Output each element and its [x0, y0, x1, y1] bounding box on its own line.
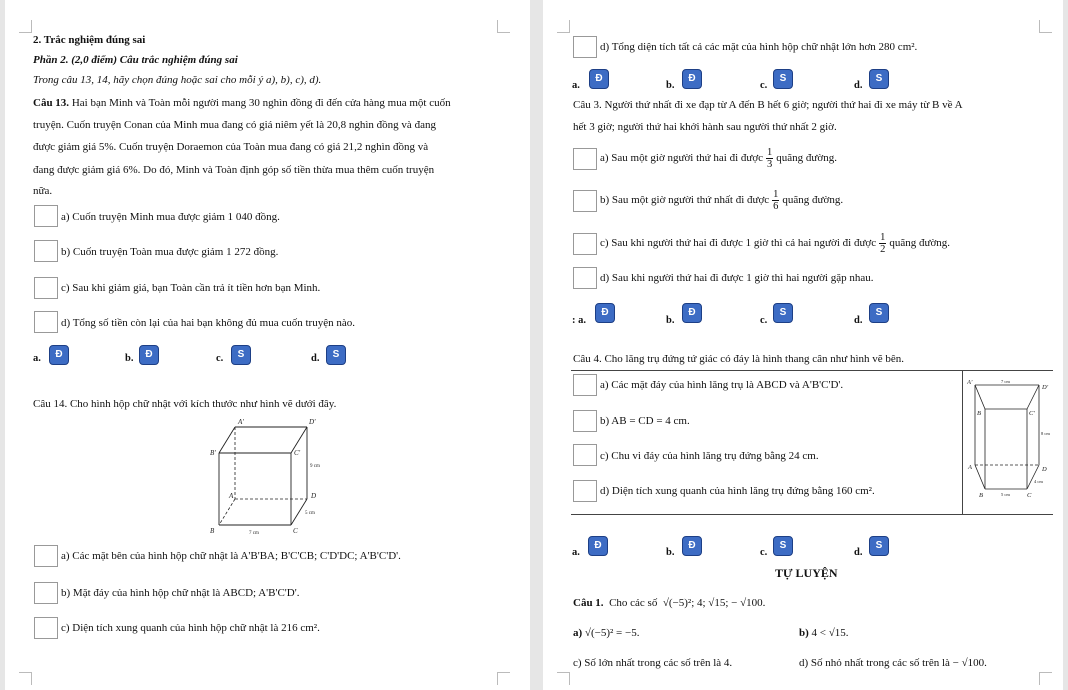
answer-true-badge[interactable]: Đ [682, 303, 702, 323]
edge [975, 385, 985, 409]
answer-checkbox[interactable] [34, 240, 58, 262]
dimension-label: 9 cm [310, 464, 320, 469]
answer-true-badge[interactable]: Đ [682, 69, 702, 89]
q4-title: Câu 4. Cho lăng trụ đứng tứ giác có đáy là hình thang cân như hình vẽ bên. [573, 353, 905, 365]
instruction: Trong câu 13, 14, hãy chọn đúng hoặc sai cho mỗi ý a), b), c), d). [33, 74, 322, 86]
answer-true-badge[interactable]: Đ [49, 345, 69, 365]
q13-line: truyện. Cuốn truyện Conan của Minh mua đang có giá niêm yết là 20,8 nghìn đồng và đang [33, 119, 436, 131]
vertex-label: C [293, 527, 298, 535]
vertex-label: A' [967, 379, 973, 386]
answer-false-badge[interactable]: S [773, 303, 793, 323]
q4-option-b: b) AB = CD = 4 cm. [600, 415, 690, 427]
crop-mark [19, 672, 32, 685]
vertex-label: A [229, 492, 234, 500]
vertex-label: B [977, 410, 981, 417]
vertex-label: D' [309, 418, 316, 426]
q3-option-a: a) Sau một giờ người thứ hai đi được $\frac{1}{3}$ quãng đường. [600, 146, 837, 170]
answer-label: b. [666, 547, 675, 558]
answer-checkbox[interactable] [573, 444, 597, 466]
q3-option-d: d) Sau khi người thứ hai đi được 1 giờ thì hai người gặp nhau. [600, 272, 874, 284]
fraction: $\frac{1}{2}$ [880, 231, 886, 255]
q13-option-c: c) Sau khi giảm giá, bạn Toàn cần trả ít tiền hơn bạn Minh. [61, 282, 321, 294]
vertex-label: A' [238, 418, 244, 426]
table-divider [962, 370, 963, 514]
answer-false-badge[interactable]: S [773, 536, 793, 556]
answer-label: d. [311, 353, 320, 364]
q14-option-a: a) Các mặt bên của hình hộp chữ nhật là A'B'BA; B'C'CB; C'D'DC; A'B'C'D'. [61, 550, 401, 562]
answer-label: b. [666, 80, 675, 91]
q3-option-c: c) Sau khi người thứ hai đi được 1 giờ thì cả hai người đi được $\frac{1}{2}$ quãng đường. [600, 231, 951, 255]
vertex-label: D' [1042, 384, 1049, 391]
dimension-label: 4 cm [1034, 479, 1043, 484]
answer-label: b. [125, 353, 134, 364]
self-practice-heading: TỰ LUYỆN [775, 566, 838, 580]
fraction: $\frac{1}{6}$ [773, 188, 779, 212]
q3-option-b: b) Sau một giờ người thứ nhất đi được $\frac{1}{6}$ quãng đường. [600, 188, 844, 212]
answer-false-badge[interactable]: S [773, 69, 793, 89]
hidden-edge [219, 499, 235, 525]
answer-checkbox[interactable] [34, 582, 58, 604]
answer-label: c. [216, 353, 224, 364]
crop-mark [1039, 20, 1052, 33]
q13-option-b: b) Cuốn truyện Toàn mua được giảm 1 272 đồng. [61, 246, 279, 258]
answer-checkbox[interactable] [573, 190, 597, 212]
answer-checkbox[interactable] [573, 148, 597, 170]
answer-checkbox[interactable] [34, 205, 58, 227]
answer-checkbox[interactable] [573, 36, 597, 58]
answer-label: d. [854, 547, 863, 558]
practice-q1-d: d) Số nhỏ nhất trong các số trên là − √100. [799, 657, 987, 669]
answer-true-badge[interactable]: Đ [139, 345, 159, 365]
answer-label: d. [854, 80, 863, 91]
answer-checkbox[interactable] [573, 480, 597, 502]
q14-option-d: d) Tổng diện tích tất cả các mặt của hình hộp chữ nhật lớn hơn 280 cm². [600, 41, 918, 53]
answer-true-badge[interactable]: Đ [589, 69, 609, 89]
crop-mark [19, 20, 32, 33]
cuboid-figure [205, 415, 335, 540]
answer-true-badge[interactable]: Đ [682, 536, 702, 556]
crop-mark [1039, 672, 1052, 685]
right-page [543, 0, 1063, 690]
answer-false-badge[interactable]: S [869, 303, 889, 323]
edge [219, 427, 235, 453]
answer-checkbox[interactable] [573, 233, 597, 255]
edge [1027, 385, 1039, 409]
vertex-label: D [1042, 466, 1047, 473]
crop-mark [497, 672, 510, 685]
practice-q1-c: c) Số lớn nhất trong các số trên là 4. [573, 657, 733, 669]
answer-checkbox[interactable] [573, 410, 597, 432]
q13-line: Câu 13. Hai bạn Minh và Toàn mỗi người mang 30 nghìn đồng đi đến cửa hàng mua một cuốn [33, 97, 451, 109]
answer-label: b. [666, 315, 675, 326]
q14-title: Câu 14. Cho hình hộp chữ nhật với kích thước như hình vẽ dưới đây. [33, 398, 337, 410]
crop-mark [497, 20, 510, 33]
vertex-label: B' [210, 449, 216, 457]
vertex-label: D [311, 492, 317, 500]
answer-label: a. [572, 547, 580, 558]
vertex-label: C' [1029, 410, 1035, 417]
q13-option-d: d) Tổng số tiền còn lại của hai bạn không đủ mua cuốn truyện nào. [61, 317, 355, 329]
edge [1027, 465, 1039, 489]
prism-figure [967, 375, 1057, 500]
dimension-label: 7 cm [1001, 379, 1010, 384]
answer-checkbox[interactable] [573, 267, 597, 289]
q14-option-b: b) Mặt đáy của hình hộp chữ nhật là ABCD; A'B'C'D'. [61, 587, 300, 599]
practice-q1: Câu 1. Cho các số √(−5)²; 4; √15; − √100. [573, 597, 766, 609]
answer-label: a. [33, 353, 41, 364]
practice-q1-a: a) √(−5)² = −5. [573, 627, 640, 639]
q4-option-d: d) Diện tích xung quanh của hình lăng trụ đứng bằng 160 cm². [600, 485, 875, 497]
answer-false-badge[interactable]: S [869, 69, 889, 89]
answer-checkbox[interactable] [34, 617, 58, 639]
vertex-label: B [210, 527, 215, 535]
answer-label: c. [760, 315, 768, 326]
answer-false-badge[interactable]: S [231, 345, 251, 365]
vertex-label: A [968, 464, 972, 471]
answer-checkbox[interactable] [34, 545, 58, 567]
q13-line: nữa. [33, 185, 53, 197]
edge [975, 465, 985, 489]
answer-label: a. [572, 80, 580, 91]
table-border [571, 514, 1053, 515]
dimension-label: 5 cm [305, 511, 315, 516]
crop-mark [557, 672, 570, 685]
answer-false-badge[interactable]: S [326, 345, 346, 365]
answer-checkbox[interactable] [34, 277, 58, 299]
vertex-label: C [1027, 492, 1032, 499]
crop-mark [557, 20, 570, 33]
answer-false-badge[interactable]: S [869, 536, 889, 556]
vertex-label: C' [294, 449, 301, 457]
dimension-label: 8 cm [1041, 431, 1050, 436]
answer-label: d. [854, 315, 863, 326]
answer-label: c. [760, 80, 768, 91]
practice-q1-b: b) 4 < √15. [799, 627, 849, 639]
q3-text: hết 3 giờ; người thứ hai khởi hành sau người thứ nhất 2 giờ. [573, 121, 837, 133]
answer-checkbox[interactable] [573, 374, 597, 396]
q4-option-c: c) Chu vi đáy của hình lăng trụ đứng bằng 24 cm. [600, 450, 819, 462]
dimension-label: 7 cm [249, 531, 259, 536]
answer-label: c. [760, 547, 768, 558]
q13-option-a: a) Cuốn truyện Minh mua được giảm 1 040 đồng. [61, 211, 280, 223]
table-border [571, 370, 1053, 371]
answer-true-badge[interactable]: Đ [588, 536, 608, 556]
q13-line: được giảm giá 5%. Cuốn truyện Doraemon của Toàn mua đang có giá 21,2 nghìn đồng và [33, 141, 429, 153]
dimension-label: 5 cm [1001, 492, 1010, 497]
answer-checkbox[interactable] [34, 311, 58, 333]
left-page [5, 0, 530, 690]
section-title: 2. Trắc nghiệm đúng sai [33, 34, 146, 46]
q13-line: đang được giảm giá 6%. Do đó, Minh và Toàn định góp số tiền thừa mua thêm cuốn truyện [33, 164, 435, 176]
q4-option-a: a) Các mặt đáy của hình lăng trụ là ABCD và A'B'C'D'. [600, 379, 844, 391]
fraction: $\frac{1}{3}$ [767, 146, 773, 170]
part-title: Phần 2. (2,0 điểm) Câu trắc nghiệm đúng sai [33, 54, 238, 66]
q14-option-c: c) Diện tích xung quanh của hình hộp chữ nhật là 216 cm². [61, 622, 320, 634]
vertex-label: B [979, 492, 983, 499]
answer-true-badge[interactable]: Đ [595, 303, 615, 323]
q3-text: Câu 3. Người thứ nhất đi xe đạp từ A đến B hết 6 giờ; người thứ hai đi xe máy từ B về A [573, 99, 963, 111]
answer-label: : a. [572, 315, 586, 326]
